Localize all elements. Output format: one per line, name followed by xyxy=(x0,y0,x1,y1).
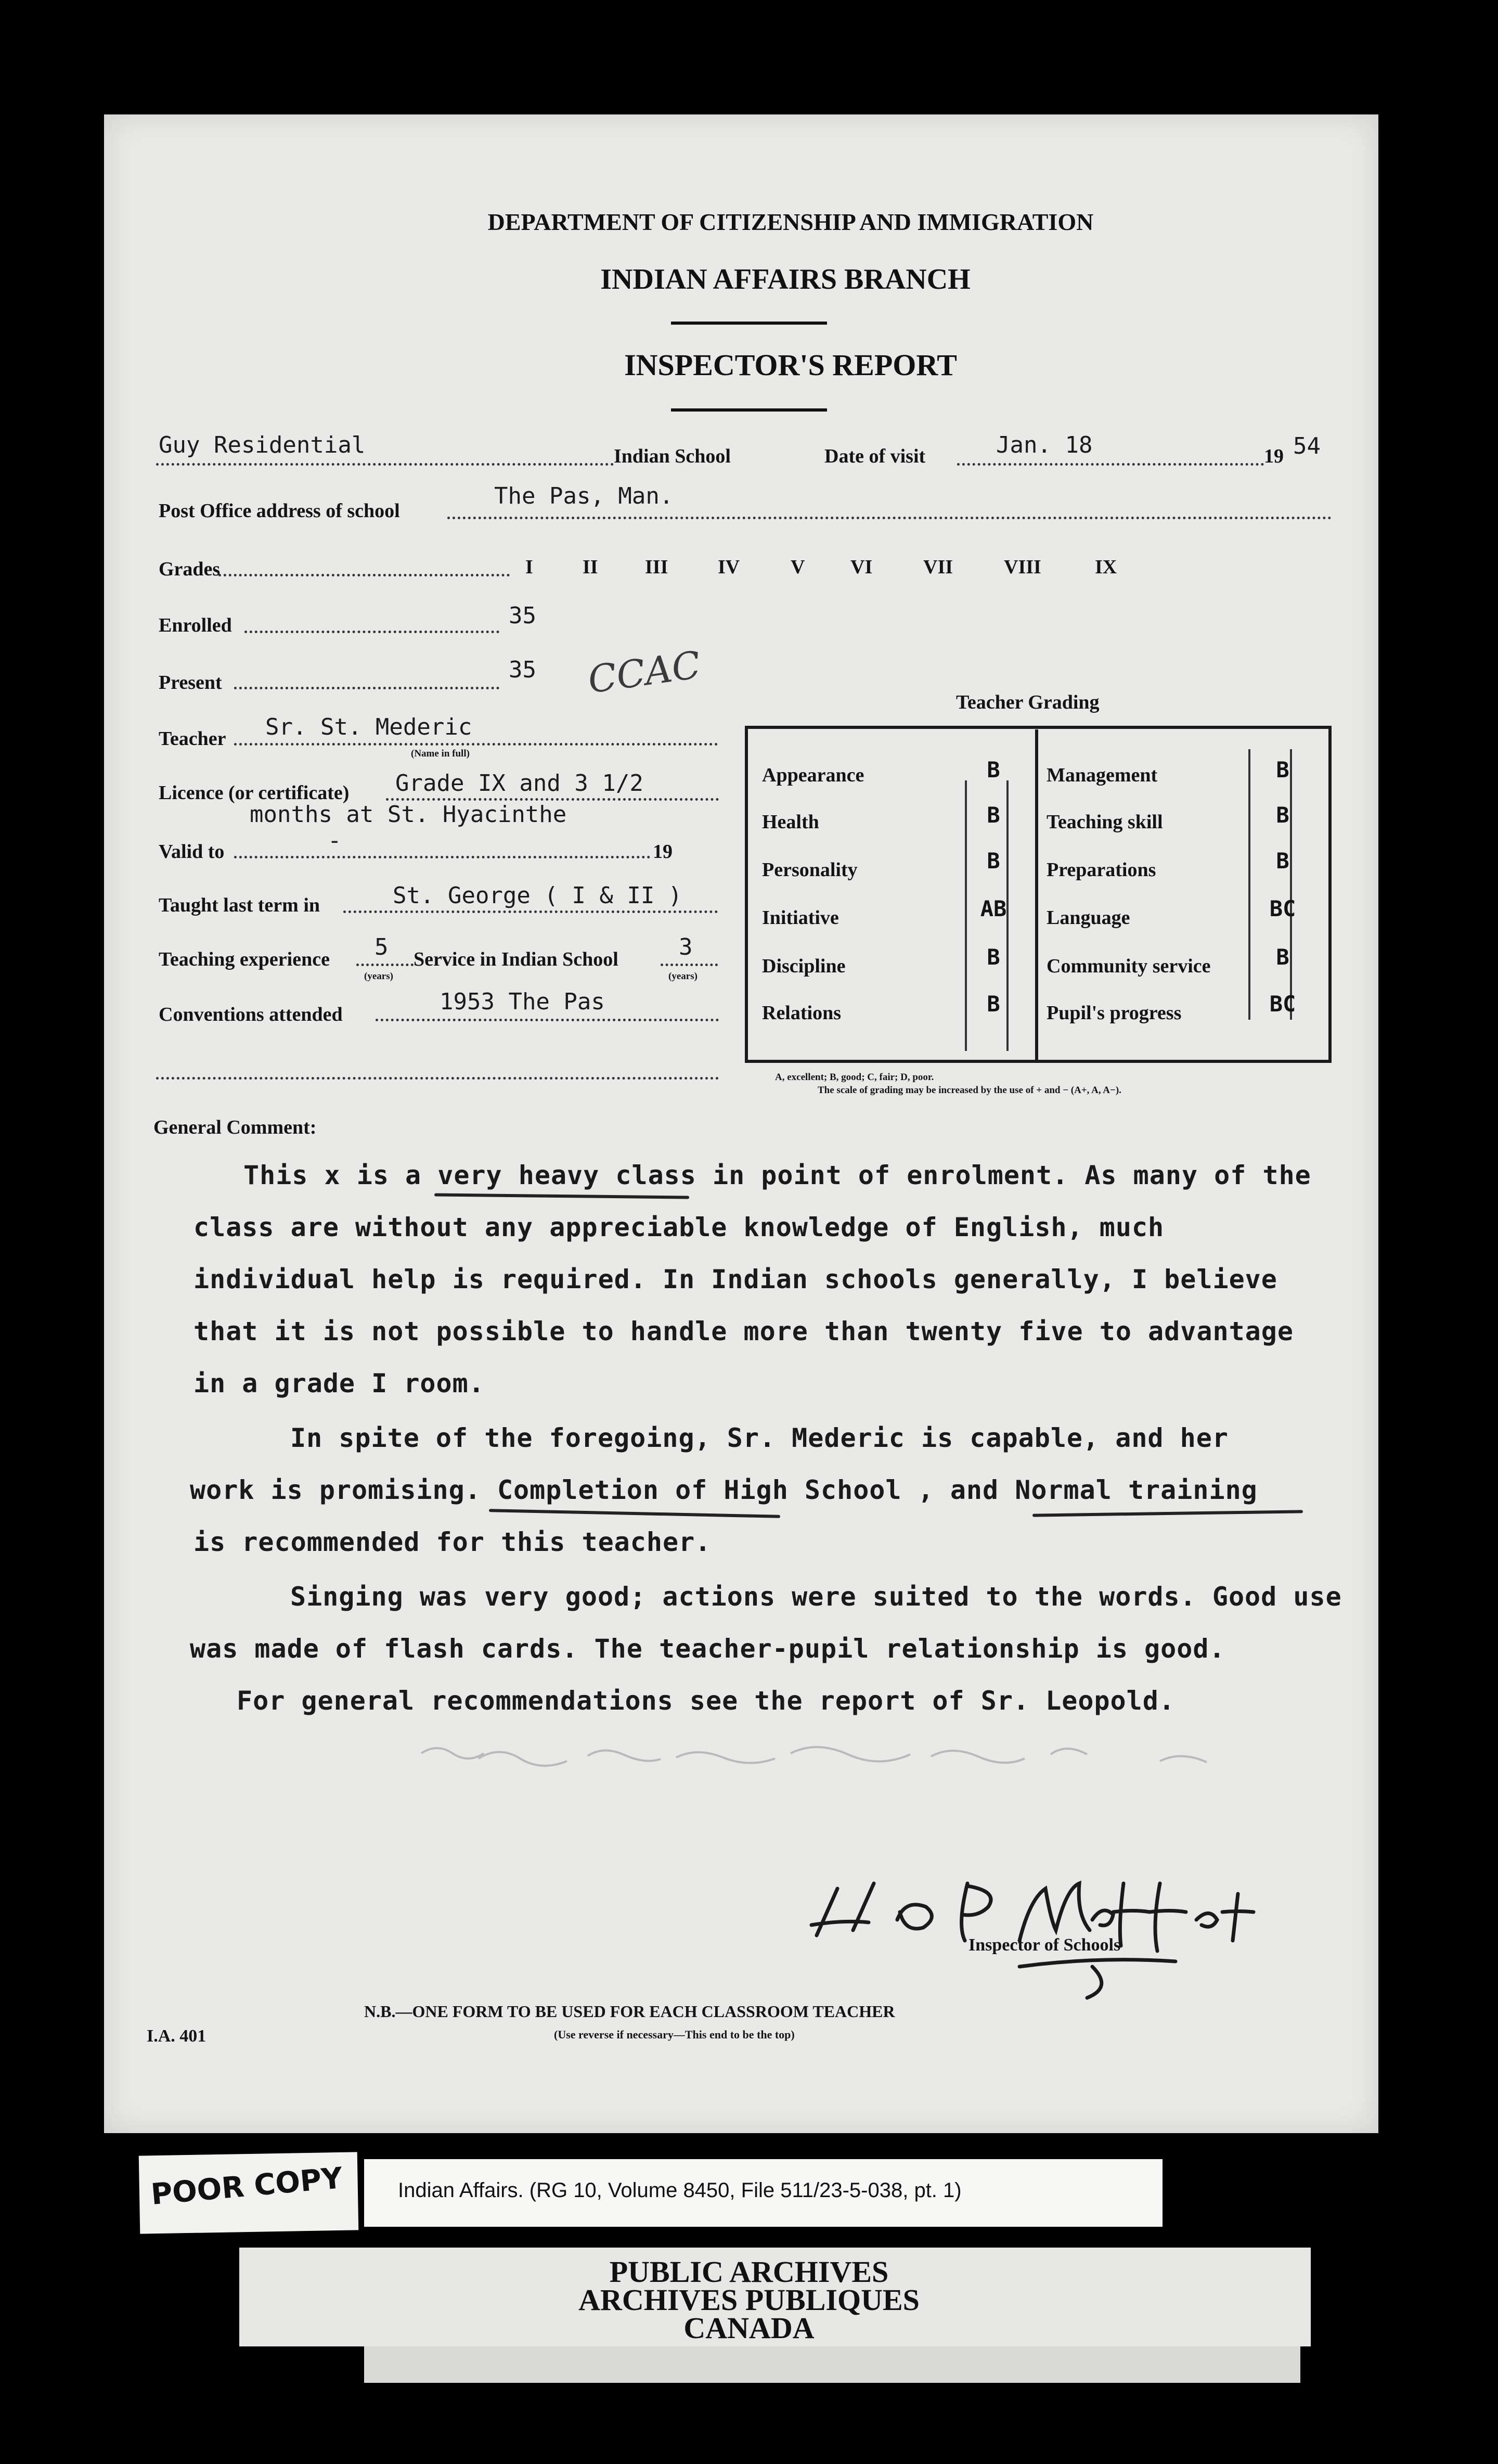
header-rule-bottom xyxy=(671,408,827,412)
teaching-experience-label: Teaching experience xyxy=(159,948,330,970)
grading-value-appearance: B xyxy=(987,757,1000,782)
post-office-label: Post Office address of school xyxy=(159,500,400,522)
enrolled-label: Enrolled xyxy=(159,614,232,636)
report-title: INSPECTOR'S REPORT xyxy=(624,348,957,382)
taught-last-term-value: St. George ( I & II ) xyxy=(393,882,682,909)
valid-to-line xyxy=(234,856,650,858)
taught-last-term-line xyxy=(343,910,718,913)
school-name-value: Guy Residential xyxy=(159,432,366,458)
branch-heading: INDIAN AFFAIRS BRANCH xyxy=(600,263,971,296)
department-heading: DEPARTMENT OF CITIZENSHIP AND IMMIGRATION xyxy=(487,209,1094,235)
archive-line-3: CANADA xyxy=(683,2311,815,2345)
enrolled-line xyxy=(244,631,499,633)
grades-label: Grades xyxy=(159,558,221,580)
grading-value-community-service: B xyxy=(1276,944,1289,970)
conventions-value: 1953 The Pas xyxy=(440,989,605,1015)
comment-line-8: is recommended for this teacher. xyxy=(193,1527,712,1557)
grading-label-community-service: Community service xyxy=(1047,955,1211,977)
comment-line-9: Singing was very good; actions were suited to the words. Good use xyxy=(290,1582,1342,1612)
grade-column-divider-right-2 xyxy=(1290,749,1292,1020)
service-label: Service in Indian School xyxy=(414,948,618,970)
grade-column-divider-left-1 xyxy=(965,780,967,1051)
service-line xyxy=(661,964,718,966)
grading-label-discipline: Discipline xyxy=(762,955,846,977)
grade-viii: VIII xyxy=(1004,556,1041,578)
valid-to-value: - xyxy=(328,827,342,854)
grading-value-relations: B xyxy=(987,991,1000,1017)
grading-label-relations: Relations xyxy=(762,1002,841,1024)
comment-line-1: This x is a very heavy class in point of enrolment. As many of the xyxy=(243,1160,1311,1190)
school-name-line xyxy=(156,463,614,466)
comment-line-3: individual help is required. In Indian schools generally, I believe xyxy=(193,1264,1277,1294)
blank-line xyxy=(156,1077,719,1080)
licence-value-1: Grade IX and 3 1/2 xyxy=(395,770,643,797)
licence-label: Licence (or certificate) xyxy=(159,782,350,804)
form-number: I.A. 401 xyxy=(147,2026,206,2046)
teacher-label: Teacher xyxy=(159,728,226,750)
header-rule-top xyxy=(671,322,827,325)
taught-last-term-label: Taught last term in xyxy=(159,894,320,916)
grade-iv: IV xyxy=(718,556,740,578)
handwritten-note: CCAC xyxy=(585,643,704,702)
inspector-signature xyxy=(801,1863,1269,2003)
present-label: Present xyxy=(159,672,222,694)
grading-label-initiative: Initiative xyxy=(762,907,839,929)
year-prefix: 19 xyxy=(1264,445,1284,467)
faint-pencil-note xyxy=(416,1732,1259,1779)
archive-line-2: ARCHIVES PUBLIQUES xyxy=(578,2283,920,2317)
grading-label-preparations: Preparations xyxy=(1047,859,1156,881)
grading-label-management: Management xyxy=(1047,764,1158,786)
grading-label-health: Health xyxy=(762,811,819,833)
poor-copy-text: POOR COPY xyxy=(149,2161,344,2212)
teacher-grading-title: Teacher Grading xyxy=(956,691,1100,713)
teacher-value: Sr. St. Mederic xyxy=(265,714,472,740)
inspector-label: Inspector of Schools xyxy=(968,1935,1121,1955)
grade-column-divider-right-1 xyxy=(1248,749,1250,1020)
grade-ix: IX xyxy=(1095,556,1117,578)
comment-line-2: class are without any appreciable knowledge of English, much xyxy=(193,1212,1165,1242)
footer-note: N.B.—ONE FORM TO BE USED FOR EACH CLASSROOM TEACHER xyxy=(364,2002,895,2021)
grades-line xyxy=(218,574,510,576)
experience-years-hint: (years) xyxy=(364,971,393,982)
teacher-line xyxy=(234,743,718,746)
grade-vi: VI xyxy=(850,556,873,578)
comment-line-4: that it is not possible to handle more than twenty five to advantage xyxy=(193,1316,1294,1346)
grade-i: I xyxy=(525,556,533,578)
grading-label-teaching-skill: Teaching skill xyxy=(1047,811,1163,833)
comment-line-5: in a grade I room. xyxy=(193,1368,485,1398)
licence-value-2: months at St. Hyacinthe xyxy=(250,801,567,828)
archive-line-1: PUBLIC ARCHIVES xyxy=(609,2255,889,2289)
indian-school-label: Indian School xyxy=(614,445,731,467)
experience-line xyxy=(356,964,414,966)
present-value: 35 xyxy=(509,657,536,683)
grading-label-language: Language xyxy=(1047,907,1130,929)
grading-label-personality: Personality xyxy=(762,859,858,881)
conventions-line xyxy=(376,1019,719,1021)
grading-value-pupils-progress: BC xyxy=(1269,991,1296,1017)
date-line xyxy=(957,463,1264,466)
year-value: 54 xyxy=(1293,433,1321,459)
post-office-value: The Pas, Man. xyxy=(494,483,674,509)
teacher-hint: (Name in full) xyxy=(411,748,470,759)
archive-reference-label xyxy=(364,2159,1163,2227)
grading-value-initiative: AB xyxy=(980,896,1007,921)
grading-value-preparations: B xyxy=(1276,848,1289,874)
date-of-visit-label: Date of visit xyxy=(824,445,926,467)
enrolled-value: 35 xyxy=(509,602,536,629)
grading-value-management: B xyxy=(1276,757,1289,782)
poor-copy-stamp xyxy=(139,2152,359,2234)
archive-reference-text: Indian Affairs. (RG 10, Volume 8450, File 511/23-5-038, pt. 1) xyxy=(398,2179,962,2202)
date-of-visit-value: Jan. 18 xyxy=(996,432,1093,458)
teaching-experience-value: 5 xyxy=(374,934,389,960)
licence-line xyxy=(386,798,719,801)
general-comment-label: General Comment: xyxy=(153,1116,317,1138)
grading-value-health: B xyxy=(987,802,1000,828)
grading-label-appearance: Appearance xyxy=(762,764,864,786)
comment-line-10: was made of flash cards. The teacher-pupil relationship is good. xyxy=(190,1634,1225,1664)
service-value: 3 xyxy=(679,934,693,960)
grading-legend-1: A, excellent; B, good; C, fair; D, poor. xyxy=(775,1072,934,1083)
grade-ii: II xyxy=(583,556,598,578)
archive-plate-bottom xyxy=(364,2346,1300,2383)
valid-to-label: Valid to xyxy=(159,841,225,863)
valid-to-year: 19 xyxy=(653,841,673,863)
conventions-label: Conventions attended xyxy=(159,1004,343,1025)
grade-v: V xyxy=(791,556,805,578)
grading-value-discipline: B xyxy=(987,944,1000,970)
grading-value-language: BC xyxy=(1269,896,1296,921)
comment-line-6: In spite of the foregoing, Sr. Mederic is capable, and her xyxy=(290,1423,1229,1453)
post-office-line xyxy=(447,517,1332,519)
service-years-hint: (years) xyxy=(668,971,698,982)
grading-value-personality: B xyxy=(987,848,1000,874)
grading-legend-2: The scale of grading may be increased by the use of + and − (A+, A, A−). xyxy=(818,1085,1121,1096)
grade-vii: VII xyxy=(923,556,953,578)
grade-iii: III xyxy=(645,556,668,578)
footer-note-sub: (Use reverse if necessary—This end to be the top) xyxy=(554,2028,795,2041)
grading-label-pupils-progress: Pupil's progress xyxy=(1047,1002,1182,1024)
comment-line-7: work is promising. Completion of High School , and Normal training xyxy=(190,1475,1258,1505)
grading-value-teaching-skill: B xyxy=(1276,802,1289,828)
grade-center-divider xyxy=(1035,729,1038,1060)
comment-line-11: For general recommendations see the report of Sr. Leopold. xyxy=(237,1686,1175,1716)
present-line xyxy=(234,687,499,689)
